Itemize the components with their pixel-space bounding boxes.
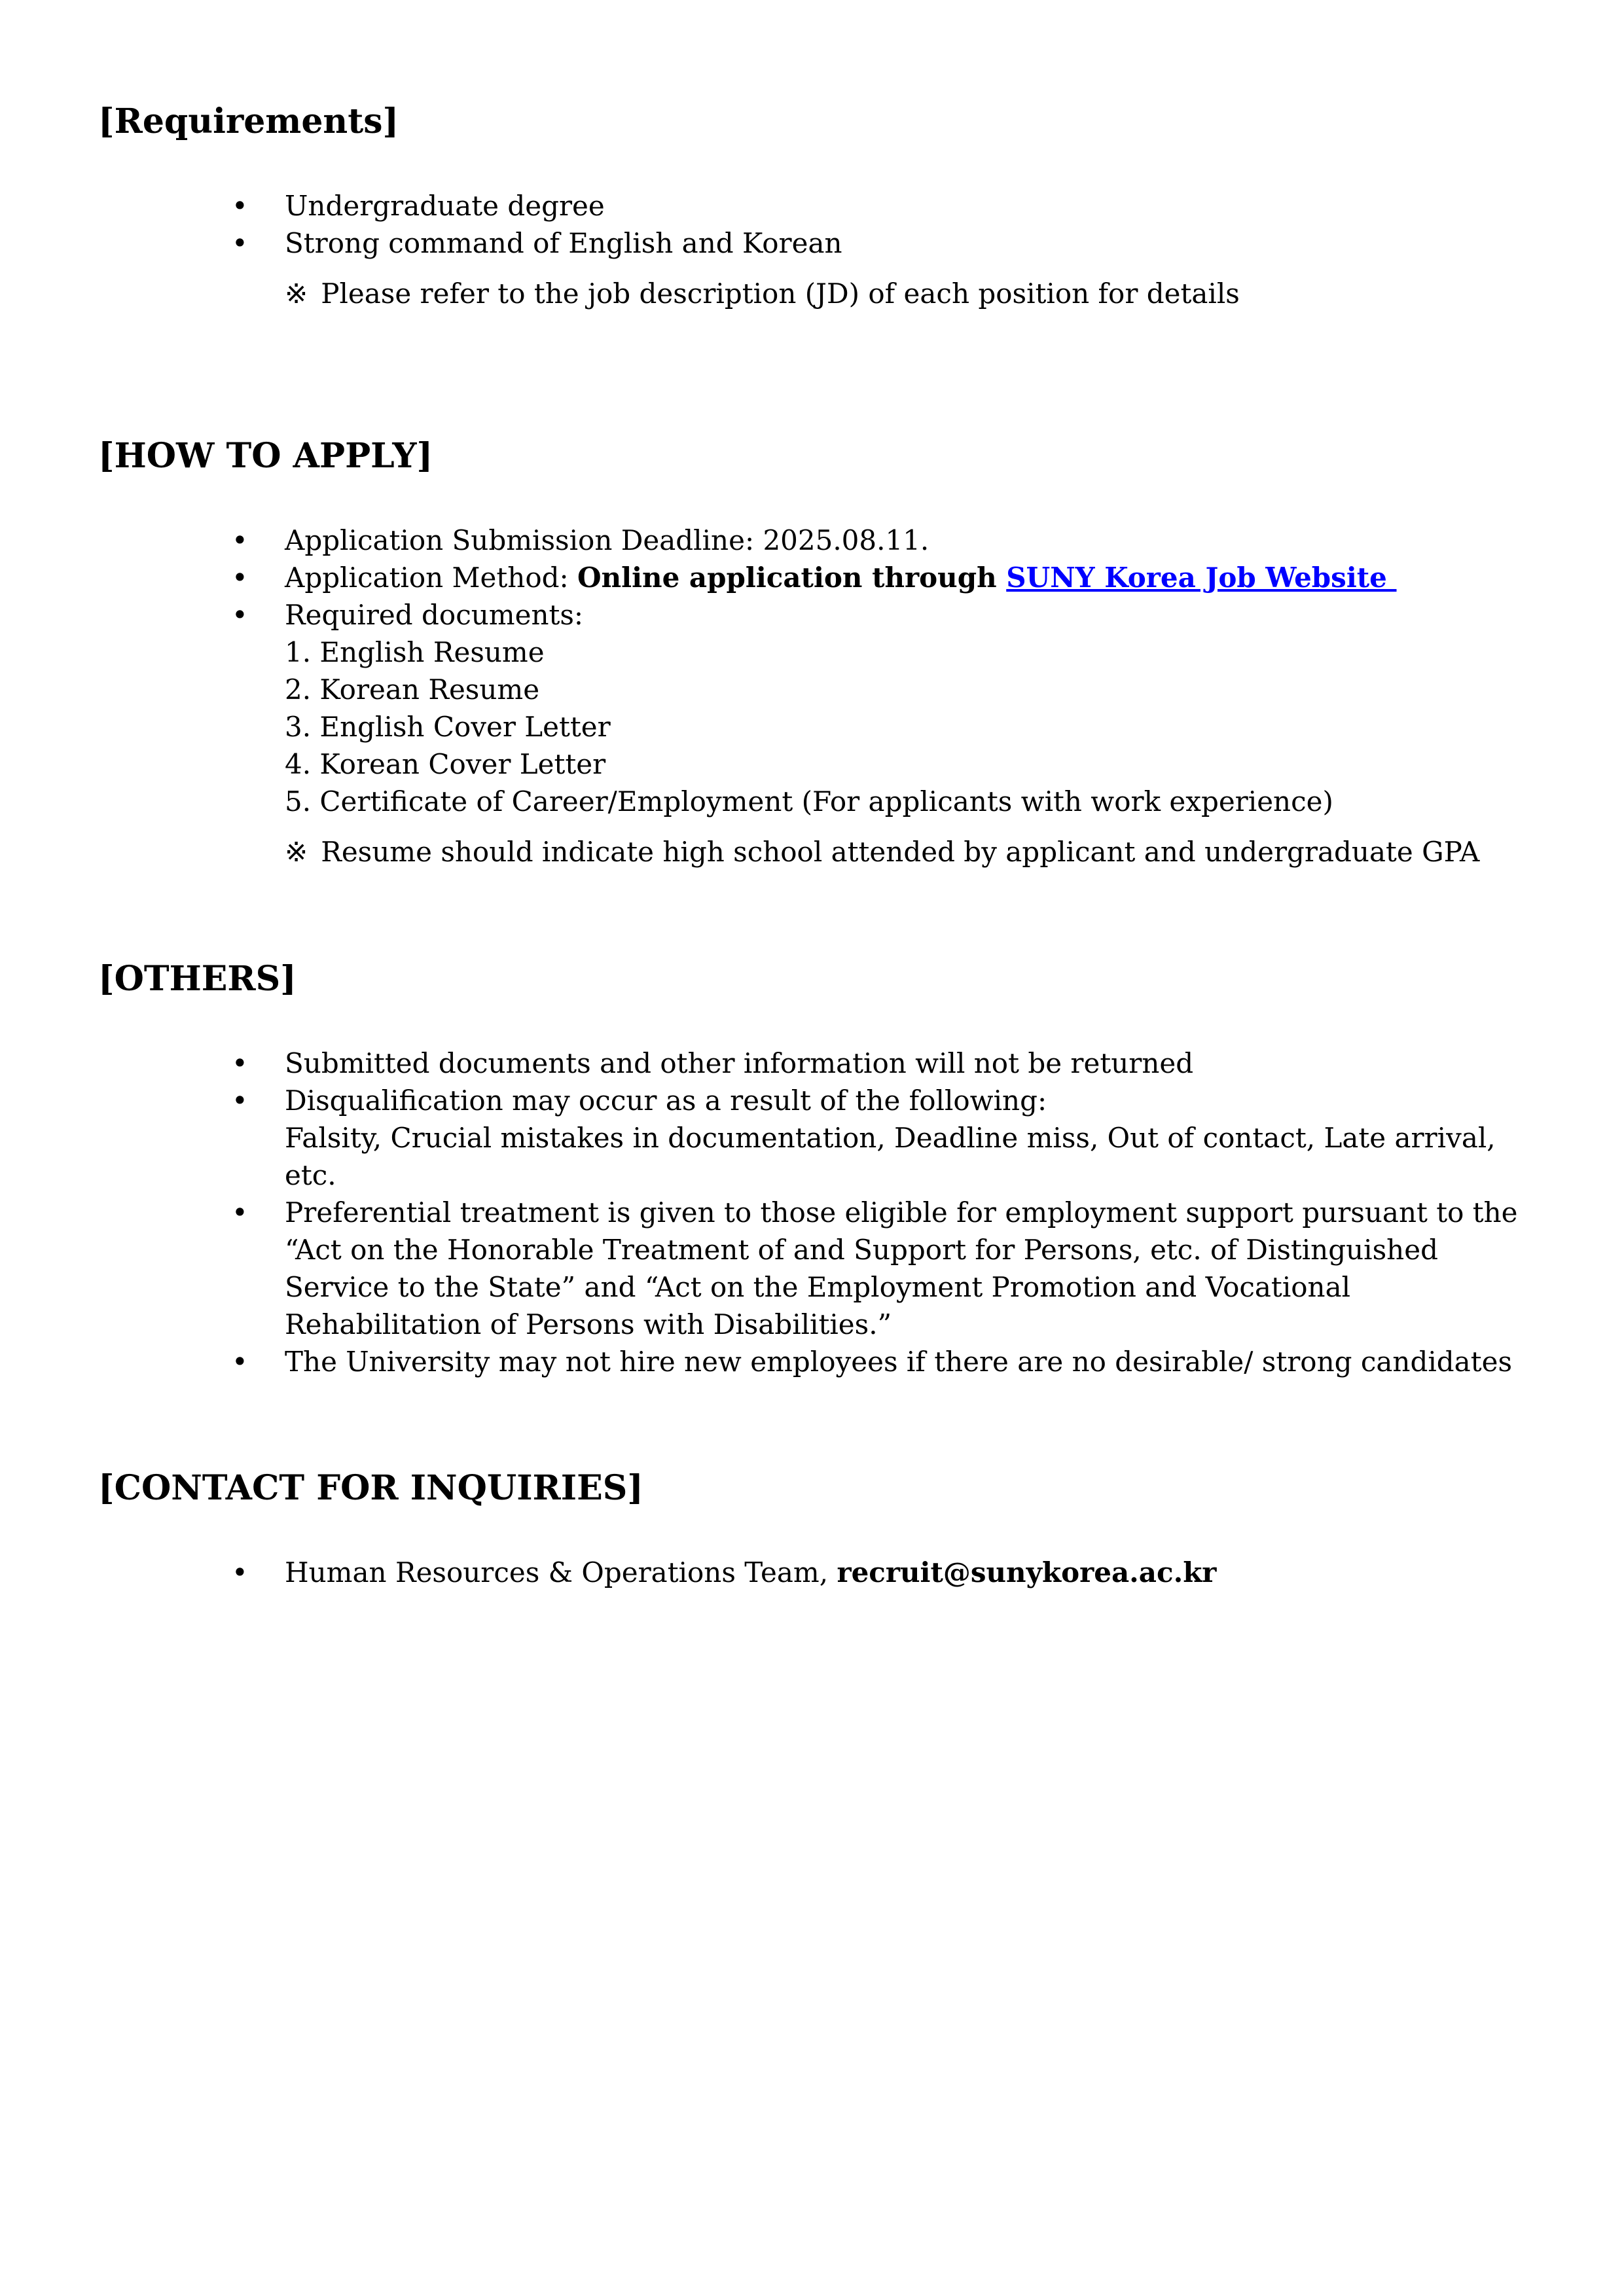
disqualification-text	[285, 1082, 1545, 1194]
document-item-career-certificate: 5. Certificate of Career/Employment (For applicants with work experience)	[285, 785, 1333, 817]
document-item-english-resume: 1. English Resume	[285, 636, 545, 668]
contact-list	[98, 1554, 1545, 1591]
preferential-treatment-text: Preferential treatment is given to those eligible for employment support pursuant to the “Act on the Honorable Treatment of and Support for Persons, etc. of Distinguished Service to the State” and “Act on the Employment Promotion and Vocational Rehabilitation of Persons with Disabilities.”	[285, 1196, 1518, 1340]
section-heading-requirements: [Requirements]	[98, 101, 399, 141]
document-item-korean-cover-letter: 4. Korean Cover Letter	[285, 748, 606, 780]
list-item	[98, 1082, 1545, 1194]
list-item	[98, 1343, 1545, 1380]
bullet-icon: •	[232, 562, 248, 594]
how-to-apply-note	[98, 833, 1545, 870]
requirement-degree-text: Undergraduate degree	[285, 190, 605, 222]
deadline-text: Application Submission Deadline: 2025.08.11.	[285, 524, 929, 556]
list-item	[98, 187, 1545, 224]
bullet-icon: •	[232, 1196, 248, 1229]
bullet-icon: •	[232, 1047, 248, 1079]
disqualification-line-2: Falsity, Crucial mistakes in documentation, Deadline miss, Out of contact, Late arrival, etc.	[285, 1122, 1496, 1191]
section-heading-others: [OTHERS]	[98, 959, 297, 999]
bullet-icon: •	[232, 227, 248, 259]
required-documents-label: Required documents:	[285, 599, 584, 631]
section-heading-contact: [CONTACT FOR INQUIRIES]	[98, 1468, 643, 1508]
contact-email: recruit@sunykorea.ac.kr	[837, 1556, 1217, 1588]
contact-text	[285, 1554, 1545, 1591]
requirements-note	[98, 275, 1545, 312]
section-heading-how-to-apply: [HOW TO APPLY]	[98, 436, 433, 476]
how-to-apply-list	[98, 522, 1545, 870]
disqualification-line-1: Disqualification may occur as a result of the following:	[285, 1085, 1047, 1117]
application-method-label: Application Method:	[285, 562, 577, 594]
documents-not-returned-text: Submitted documents and other information will not be returned	[285, 1047, 1194, 1079]
bullet-icon: •	[232, 1085, 248, 1117]
reference-mark-icon: ※	[285, 836, 308, 868]
bullet-icon: •	[232, 190, 248, 222]
reference-mark-icon: ※	[285, 278, 308, 310]
others-list	[98, 1045, 1545, 1380]
how-to-apply-note-text: Resume should indicate high school attended by applicant and undergraduate GPA	[321, 836, 1480, 868]
bullet-icon: •	[232, 599, 248, 631]
requirements-note-text: Please refer to the job description (JD) of each position for details	[321, 278, 1240, 310]
bullet-icon: •	[232, 1556, 248, 1588]
no-hire-text: The University may not hire new employees if there are no desirable/ strong candidates	[285, 1346, 1513, 1378]
application-method-bold-text: Online application through	[577, 562, 1007, 594]
list-item	[98, 596, 1545, 634]
bullet-icon: •	[232, 1346, 248, 1378]
list-item	[98, 1045, 1545, 1082]
document-item-korean-resume: 2. Korean Resume	[285, 673, 540, 706]
requirements-list	[98, 187, 1545, 312]
application-method-text	[285, 559, 1545, 596]
bullet-icon: •	[232, 524, 248, 556]
list-item	[98, 224, 1545, 262]
list-item	[98, 1194, 1545, 1343]
document-item-english-cover-letter: 3. English Cover Letter	[285, 711, 611, 743]
list-item	[98, 559, 1545, 596]
requirement-language-text: Strong command of English and Korean	[285, 227, 842, 259]
contact-team-label: Human Resources & Operations Team,	[285, 1556, 837, 1588]
suny-korea-job-website-link[interactable]: SUNY Korea Job Website	[1006, 562, 1397, 594]
list-item	[98, 1554, 1545, 1591]
list-item	[98, 522, 1545, 559]
